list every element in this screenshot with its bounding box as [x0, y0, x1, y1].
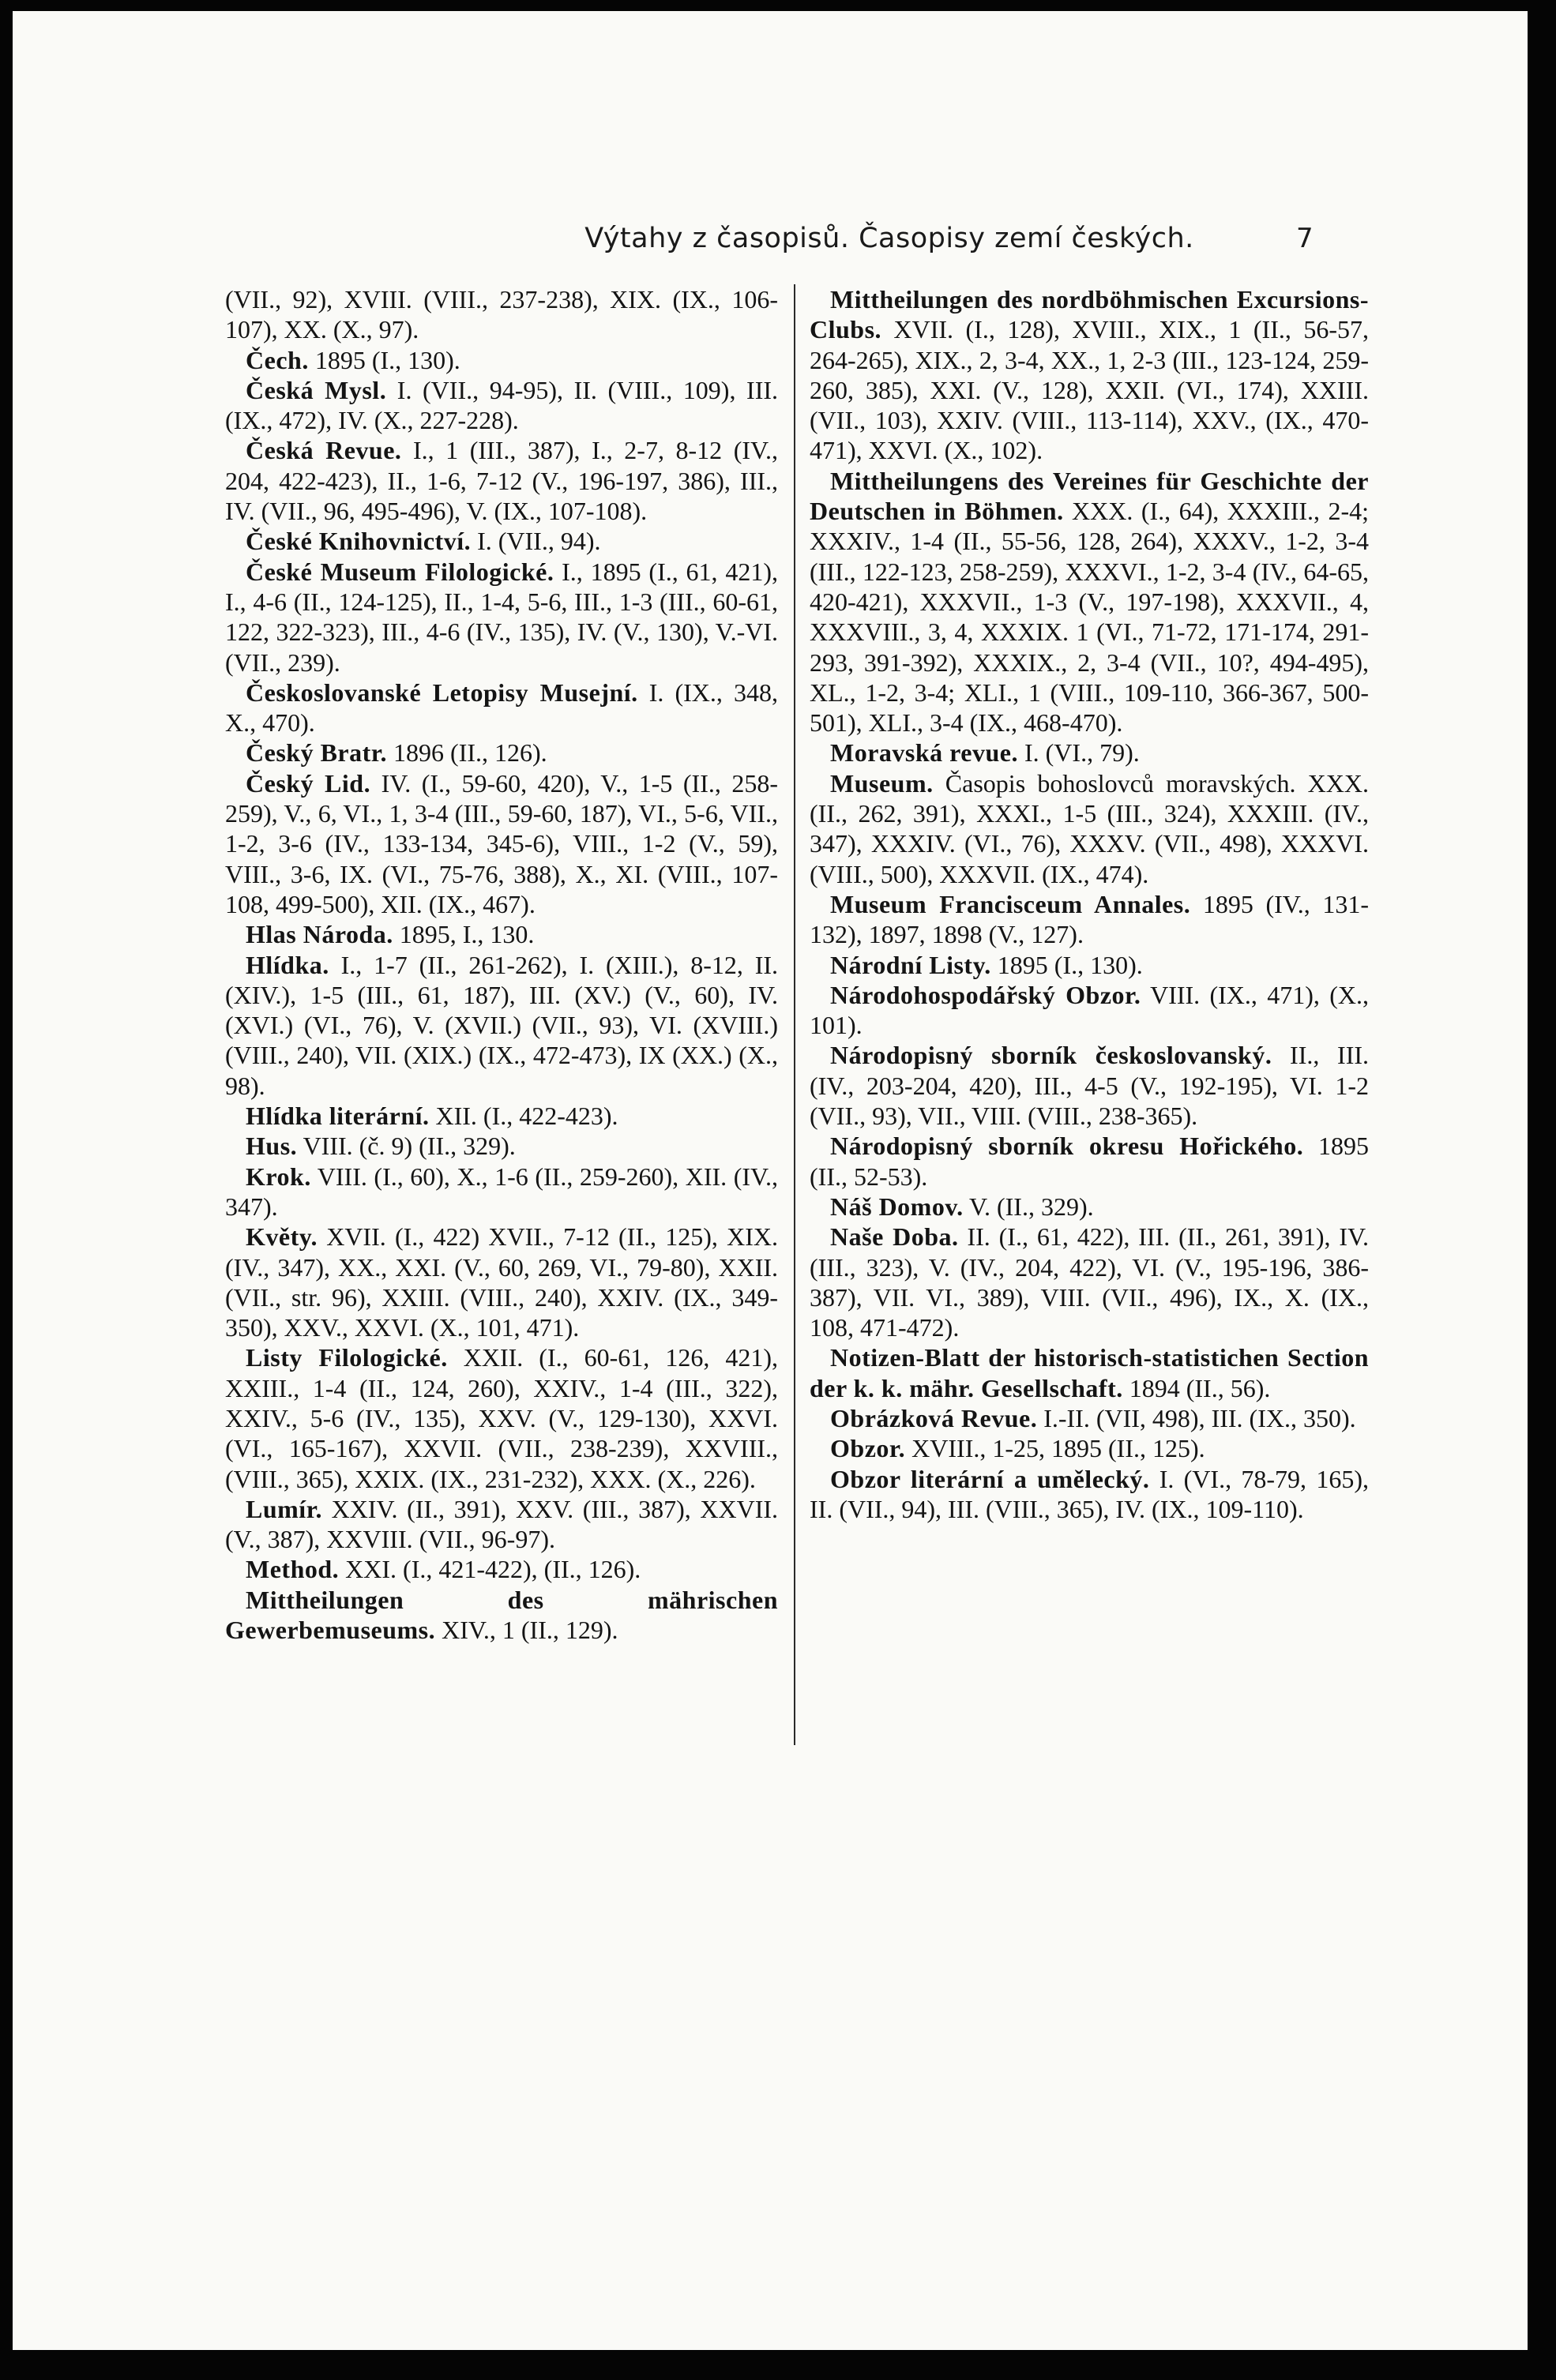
journal-entry — [810, 1131, 1369, 1192]
journal-references: XXII. (I., 60-61, 126, 421), XXIII., 1-4 (II., 124, 260), XXIV., 1-4 (III., 322), XXIV., 5-6 (IV., 135), XXV. (V., 129-130), XXVI. (VI., 165-167), XXVII. (VII., 238-239), XXVIII., (VIII., 365), XXIX. (IX., 231-232), XXX. (X., 226). — [225, 1343, 778, 1493]
journal-title: Moravská revue. — [830, 738, 1018, 768]
journal-title: Lumír. — [246, 1494, 322, 1523]
journal-references: II., III. (IV., 203-204, 420), III., 4-5 (V., 192-195), VI. 1-2 (VII., 93), VII., VIII. (VIII., 238-365). — [810, 1041, 1370, 1131]
page-number: 7 — [1296, 223, 1314, 254]
journal-title: Národní Listy. — [830, 950, 991, 979]
journal-entry — [225, 950, 778, 1101]
journal-references: VIII. (I., 60), X., 1-6 (II., 259-260), XII. (IV., 347). — [225, 1162, 778, 1221]
journal-entry — [225, 526, 778, 556]
journal-references: XXX. (I., 64), XXXIII., 2-4; XXXIV., 1-4 (II., 55-56, 128, 264), XXXV., 1-2, 3-4 (III., 122-123, 258-259), XXXVI., 1-2, 3-4 (IV., 64-65, 420-421), XXXVII., 1-3 (V., 197-198), XXXVII., 4, XXXVIII., 3, 4, XXXIX. 1 (VI., 71-72, 171-174, 291-293, 391-392), XXXIX., 2, 3-4 (VII., 10?, 494-495), XL., 1-2, 3-4; XLI., 1 (VIII., 109-110, 366-367, 500-501), XLI., 3-4 (IX., 468-470). — [810, 497, 1370, 738]
journal-entry — [225, 919, 778, 949]
journal-title: Čech. — [246, 345, 309, 374]
journal-title: České Knihovnictví. — [246, 527, 472, 556]
journal-entry — [225, 768, 778, 919]
journal-references: I., 1895 (I., 61, 421), I., 4-6 (II., 124-125), II., 1-4, 5-6, III., 1-3 (III., 60-61, 122, 322-323), III., 4-6 (IV., 135), IV. (V., 130), V.-VI. (VII., 239). — [225, 557, 778, 677]
journal-title: Český Lid. — [246, 768, 371, 798]
journal-title: Českoslovanské Letopisy Musejní. — [246, 678, 638, 707]
journal-entry — [225, 1162, 778, 1222]
journal-title: Národopisný sborník českoslovanský. — [830, 1041, 1272, 1070]
journal-references: XXI. (I., 421-422), (II., 126). — [339, 1555, 641, 1584]
journal-title: Museum. — [830, 768, 934, 798]
journal-title: Hlídka literární. — [246, 1102, 430, 1131]
journal-entry — [225, 345, 778, 375]
journal-entry — [810, 1222, 1369, 1342]
journal-title: Museum Francisceum Annales. — [830, 889, 1191, 918]
journal-entry — [225, 678, 778, 738]
journal-title: Obzor literární a umělecký. — [830, 1464, 1150, 1493]
journal-references: I.-II. (VII, 498), III. (IX., 350). — [1037, 1403, 1356, 1432]
journal-title: Hlídka. — [246, 950, 329, 979]
journal-references: I. (VII., 94-95), II. (VIII., 109), III. (IX., 472), IV. (X., 227-228). — [225, 375, 779, 435]
journal-references: I. (VI., 78-79, 165), II. (VII., 94), III. (VIII., 365), IV. (IX., 109-110). — [810, 1464, 1370, 1523]
journal-entry — [225, 557, 778, 678]
column-divider — [794, 284, 795, 1745]
journal-references: I., 1 (III., 387), I., 2-7, 8-12 (IV., 204, 422-423), II., 1-6, 7-12 (V., 196-197, 386), III., IV. (VII., 96, 495-496), V. (IX., 107-108). — [225, 436, 778, 526]
journal-entry — [810, 1040, 1369, 1131]
journal-title: Národopisný sborník okresu Hořického. — [830, 1132, 1304, 1161]
journal-entry — [225, 435, 778, 526]
journal-title: Hus. — [246, 1132, 298, 1161]
journal-title: Method. — [246, 1555, 340, 1584]
journal-references: XVII. (I., 128), XVIII., XIX., 1 (II., 56-57, 264-265), XIX., 2, 3-4, XX., 1, 2-3 (III., 123-124, 259-260, 385), XXI. (V., 128), XXII. (VI., 174), XXIII. (VII., 103), XXIV. (VIII., 113-114), XXV., (IX., 470-471), XXVI. (X., 102). — [810, 315, 1369, 465]
journal-references: I. (IX., 348, X., 470). — [225, 678, 779, 738]
journal-entry — [225, 1222, 778, 1342]
journal-entry — [225, 1342, 778, 1493]
journal-references: I. (VII., 94). — [471, 527, 601, 556]
journal-title: Listy Filologické. — [246, 1343, 448, 1372]
journal-title: Hlas Národa. — [246, 920, 393, 949]
journal-entry — [225, 1131, 778, 1161]
journal-entry — [225, 1554, 778, 1584]
journal-references: 1895 (I., 130). — [990, 950, 1143, 979]
journal-references: II. (I., 61, 422), III. (II., 261, 391), IV. (III., 323), V. (IV., 204, 422), VI. (V., 195-196, 386-387), VII. VI., 389), VIII. (VII., 496), IX., X. (IX., 108, 471-472). — [810, 1222, 1370, 1342]
journal-references: 1895 (I., 130). — [308, 345, 460, 374]
journal-entry — [810, 1464, 1369, 1525]
journal-entry — [225, 738, 778, 768]
journal-entry — [225, 1101, 778, 1131]
right-column — [810, 284, 1369, 1524]
journal-title: Obrázková Revue. — [830, 1403, 1038, 1432]
journal-entry — [225, 1585, 778, 1646]
journal-entry — [810, 768, 1369, 889]
journal-entry — [810, 980, 1369, 1041]
journal-references: 1894 (II., 56). — [1122, 1373, 1271, 1402]
journal-title: Krok. — [246, 1162, 311, 1191]
journal-title: Mittheilungen des nordböhmischen Excursions-Clubs. — [810, 285, 1369, 344]
journal-references: VIII. (IX., 471), (X., 101). — [810, 980, 1370, 1040]
journal-entry — [225, 284, 778, 345]
journal-references: (VII., 92), XVIII. (VIII., 237-238), XIX. (IX., 106-107), XX. (X., 97). — [225, 285, 778, 344]
journal-title: Obzor. — [830, 1434, 906, 1463]
journal-references: Časopis bohoslovců moravských. XXX. (II., 262, 391), XXXI., 1-5 (III., 324), XXXIII. (IV., 347), XXXIV. (VI., 76), XXXV. (VII., 498), XXXVI. (VIII., 500), XXXVII. (IX., 474). — [810, 768, 1369, 888]
journal-title: Česká Revue. — [246, 436, 402, 465]
journal-entry — [810, 466, 1369, 738]
journal-title: České Museum Filologické. — [246, 557, 554, 586]
journal-entry — [810, 1192, 1369, 1222]
journal-references: I., 1-7 (II., 261-262), I. (XIII.), 8-12, II. (XIV.), 1-5 (III., 61, 187), III. (XV.) (V., 60), IV. (XVI.) (VI., 76), V. (XVII.) (VII., 93), VI. (XVIII.) (VIII., 240), VII. (XIX.) (IX., 472-473), IX (XX.) (X., 98). — [225, 950, 778, 1100]
journal-title: Česká Mysl. — [246, 375, 387, 404]
journal-title: Notizen-Blatt der historisch-statistichen Section der k. k. mähr. Gesellschaft. — [810, 1343, 1369, 1402]
journal-entry — [810, 738, 1369, 768]
journal-title: Národohospodářský Obzor. — [830, 980, 1141, 1009]
journal-entry — [810, 1403, 1369, 1433]
journal-title: Mittheilungens des Vereines für Geschichte der Deutschen in Böhmen. — [810, 466, 1369, 526]
journal-entry — [225, 1494, 778, 1555]
journal-title: Český Bratr. — [246, 738, 388, 768]
journal-title: Náš Domov. — [830, 1192, 964, 1221]
running-header: Výtahy z časopisů. Časopisy zemí českých. — [584, 223, 1194, 254]
journal-references: XVIII., 1-25, 1895 (II., 125). — [905, 1434, 1205, 1463]
journal-references: XIV., 1 (II., 129). — [435, 1616, 618, 1645]
journal-references: XVII. (I., 422) XVII., 7-12 (II., 125), XIX. (IV., 347), XX., XXI. (V., 60, 269, VI., 79-80), XXII. (VII., str. 96), XXIII. (VIII., 240), XXIV. (IX., 349-350), XXV., XXVI. (X., 101, 471). — [225, 1222, 778, 1342]
journal-references: IV. (I., 59-60, 420), V., 1-5 (II., 258-259), V., 6, VI., 1, 3-4 (III., 59-60, 187), VI., 5-6, VII., 1-2, 3-6 (IV., 133-134, 345-6), VIII., 1-2 (V., 59), VIII., 3-6, IX. (VI., 75-76, 388), X., XI. (VIII., 107-108, 499-500), XII. (IX., 467). — [225, 768, 779, 918]
journal-references: 1895 (II., 52-53). — [810, 1132, 1370, 1191]
journal-references: 1895, I., 130. — [393, 920, 535, 949]
journal-references: 1896 (II., 126). — [387, 738, 547, 768]
journal-entry — [225, 375, 778, 436]
journal-references: I. (VI., 79). — [1017, 738, 1140, 768]
journal-entry — [810, 1433, 1369, 1463]
journal-references: 1895 (IV., 131-132), 1897, 1898 (V., 127). — [810, 889, 1370, 949]
journal-references: XII. (I., 422-423). — [429, 1102, 618, 1131]
journal-entry — [810, 950, 1369, 980]
journal-title: Naše Doba. — [830, 1222, 959, 1252]
journal-entry — [810, 889, 1369, 950]
journal-references: V. (II., 329). — [963, 1192, 1094, 1221]
journal-entry — [810, 1342, 1369, 1403]
journal-references: XXIV. (II., 391), XXV. (III., 387), XXVII. (V., 387), XXVIII. (VII., 96-97). — [225, 1494, 778, 1554]
journal-title: Květy. — [246, 1222, 318, 1252]
left-column — [225, 284, 778, 1645]
journal-references: VIII. (č. 9) (II., 329). — [297, 1132, 516, 1161]
journal-entry — [810, 284, 1369, 466]
journal-title: Mittheilungen des mährischen Gewerbemuseums. — [225, 1585, 778, 1645]
